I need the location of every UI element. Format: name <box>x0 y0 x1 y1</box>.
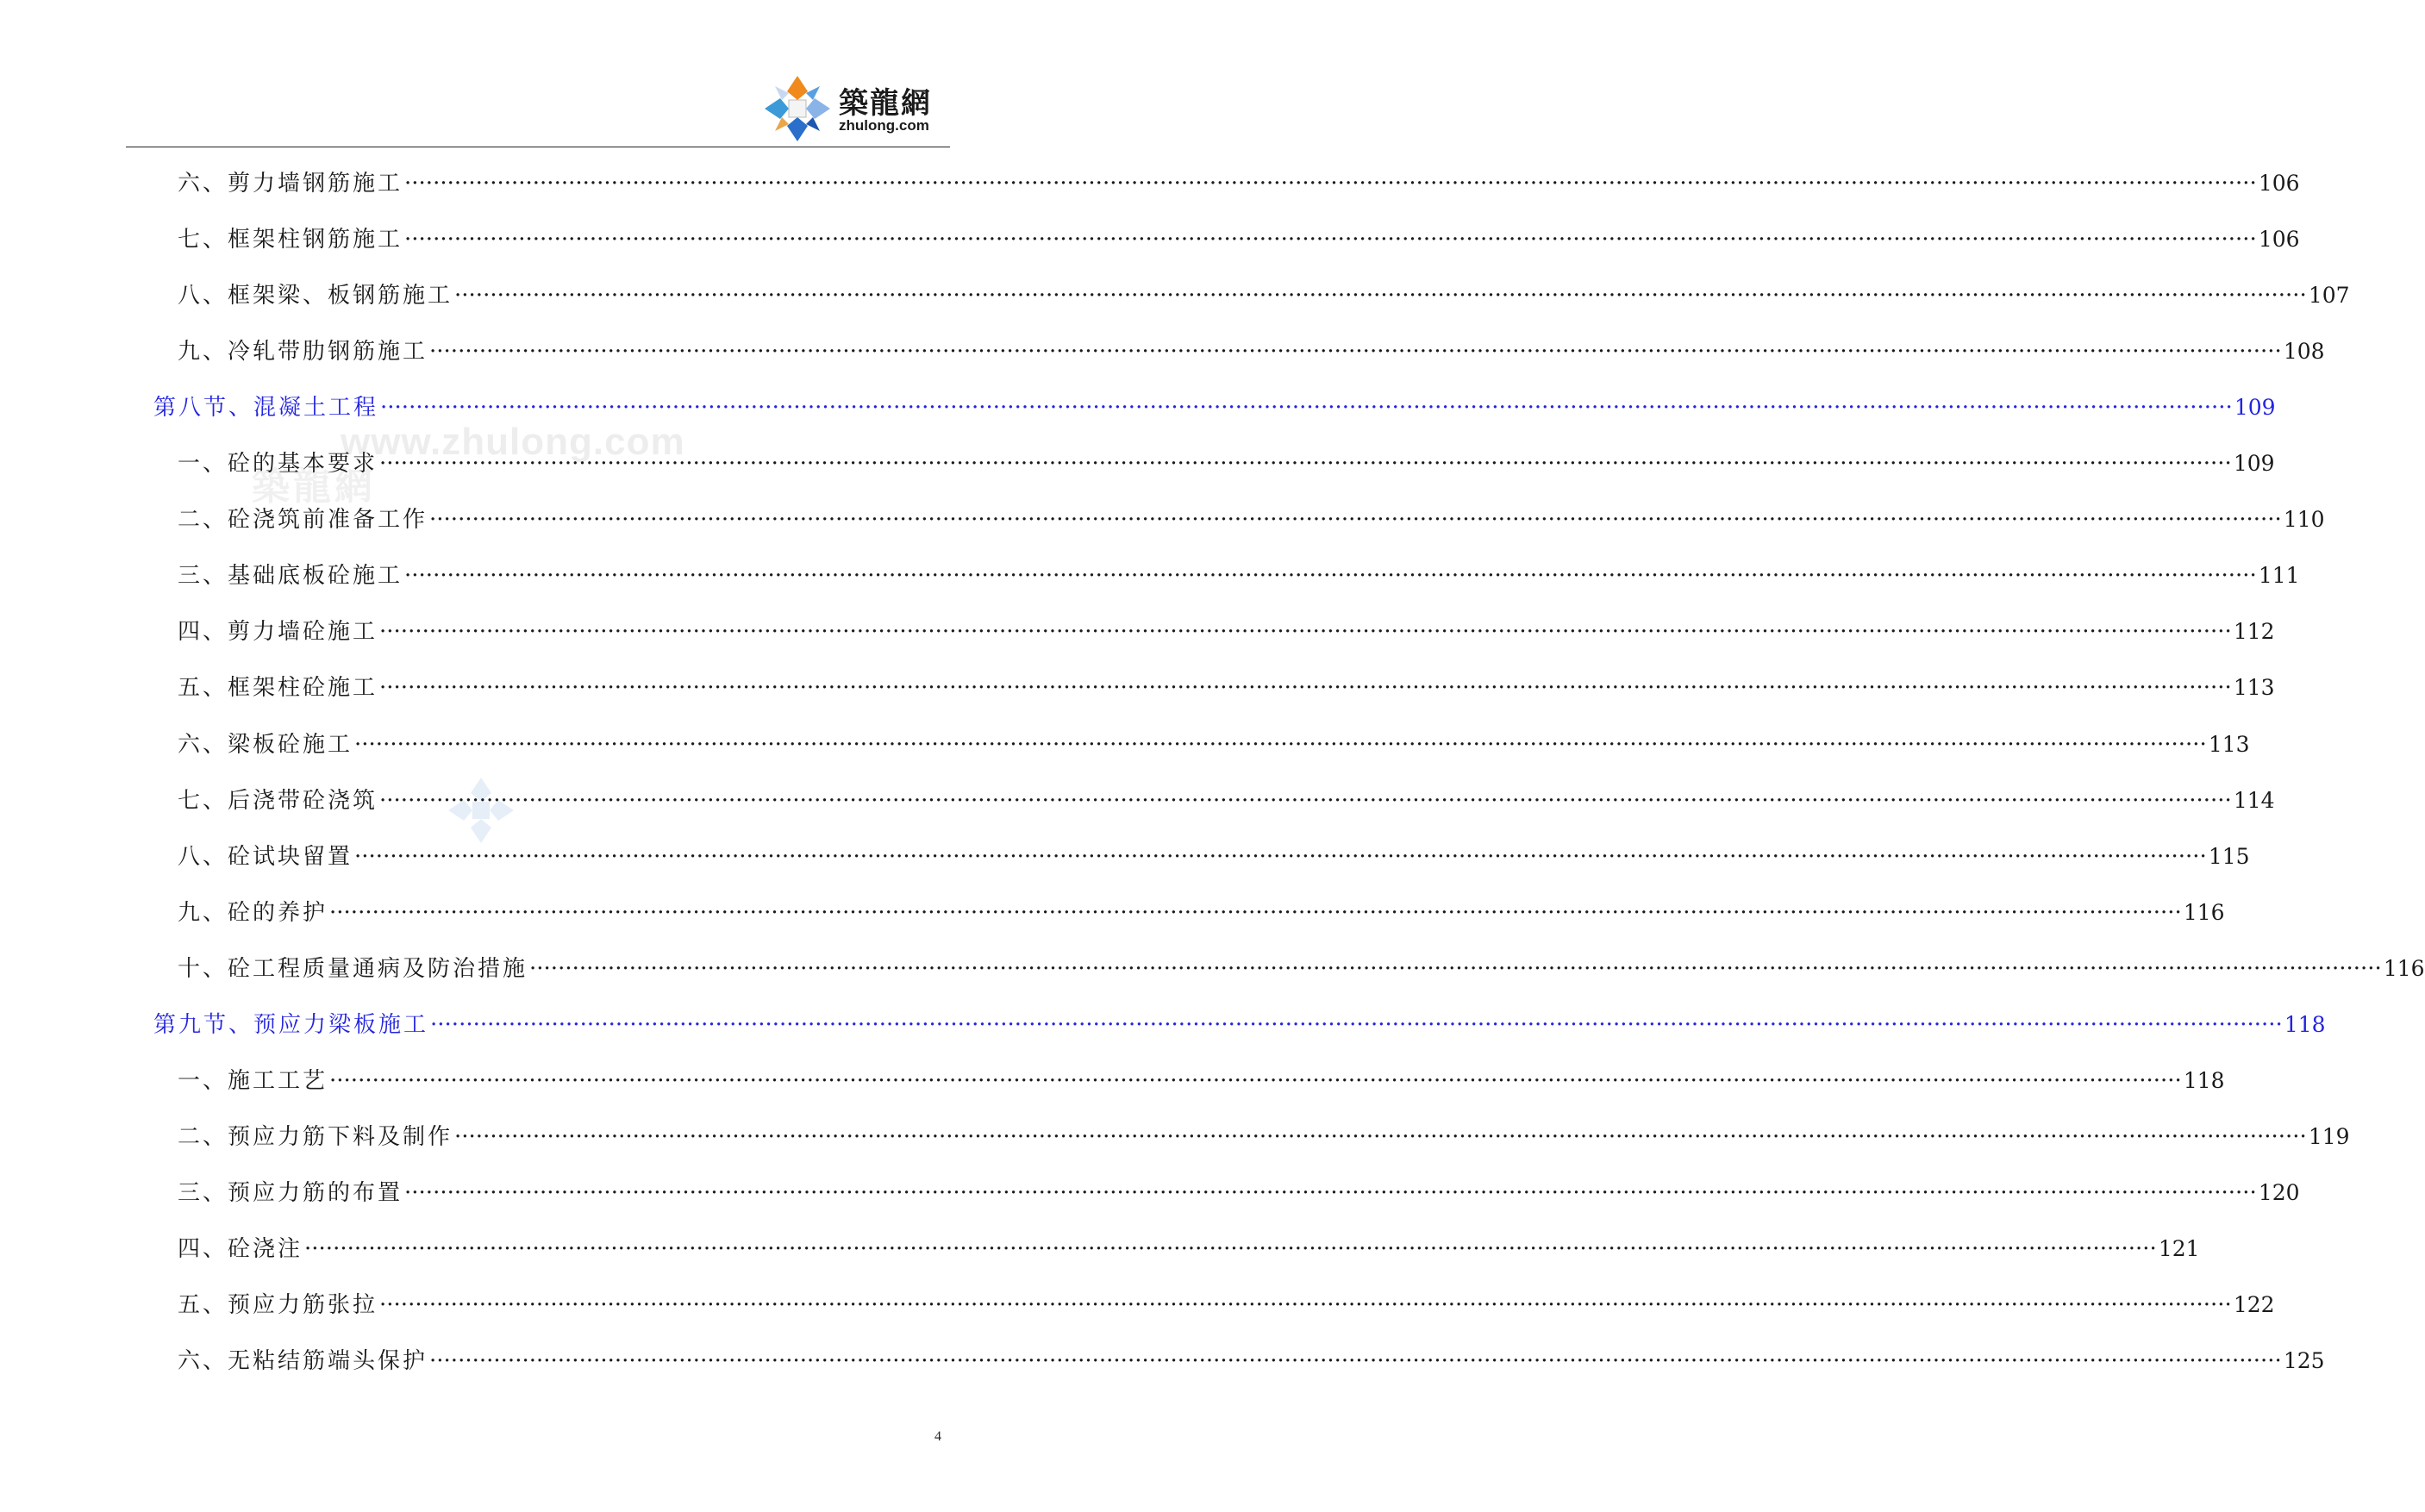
toc-leader-dots: ···································································································································································································································································· <box>380 395 2233 421</box>
toc-page-number: 106 <box>2258 227 2300 252</box>
toc-leader-dots: ···································································································································································································································································· <box>379 451 2232 477</box>
toc-page-number: 106 <box>2258 171 2300 196</box>
toc-leader-dots: ···································································································································································································································································· <box>379 1292 2232 1318</box>
watermark-url: www.zhulong.com <box>341 421 685 463</box>
toc-entry-row[interactable] <box>178 1231 2200 1265</box>
toc-entry-title: 九、砼的养护 <box>178 900 328 926</box>
zhulong-logo-icon <box>763 74 832 143</box>
toc-leader-dots: ···································································································································································································································································· <box>529 956 2382 982</box>
toc-page-number: 125 <box>2283 1348 2325 1373</box>
toc-entry-title: 五、框架柱砼施工 <box>178 675 378 701</box>
toc-page-number: 119 <box>2308 1124 2350 1149</box>
toc-entry-title: 二、砼浇筑前准备工作 <box>178 507 428 533</box>
toc-entry-title: 四、砼浇注 <box>178 1236 303 1262</box>
toc-page-number: 122 <box>2233 1292 2275 1317</box>
toc-page-number: 113 <box>2208 732 2250 757</box>
toc-entry-row[interactable] <box>178 334 2325 368</box>
toc-page-number: 113 <box>2233 675 2275 700</box>
toc-leader-dots: ···································································································································································································································································· <box>429 507 2282 533</box>
toc-page-number: 112 <box>2233 619 2275 644</box>
toc-leader-dots: ···································································································································································································································································· <box>404 171 2257 197</box>
toc-entry-row[interactable] <box>178 1063 2225 1097</box>
toc-page-number: 107 <box>2308 283 2350 308</box>
toc-entry-title: 第九节、预应力梁板施工 <box>153 1012 429 1038</box>
toc-entry-title: 一、砼的基本要求 <box>178 451 378 477</box>
toc-entry-row[interactable] <box>178 727 2250 761</box>
toc-leader-dots: ···································································································································································································································································· <box>404 227 2257 253</box>
toc-leader-dots: ···································································································································································································································································· <box>429 339 2282 365</box>
toc-page-number: 121 <box>2158 1236 2200 1261</box>
toc-section-row[interactable] <box>153 1007 2326 1041</box>
toc-entry-title: 八、框架梁、板钢筋施工 <box>178 283 453 309</box>
toc-page-number: 116 <box>2383 956 2425 981</box>
toc-leader-dots: ···································································································································································································································································· <box>354 732 2207 758</box>
toc-page-number: 115 <box>2208 844 2250 869</box>
page-number: 4 <box>934 1429 941 1444</box>
toc-entry-row[interactable] <box>178 278 2350 312</box>
toc-entry-row[interactable] <box>178 1119 2350 1153</box>
toc-leader-dots: ···································································································································································································································································· <box>379 788 2232 814</box>
toc-page-number: 114 <box>2233 788 2275 813</box>
toc-entry-title: 第八节、混凝土工程 <box>153 395 379 421</box>
toc-entry-row[interactable] <box>178 614 2275 648</box>
toc-entry-row[interactable] <box>178 670 2275 704</box>
toc-leader-dots: ···································································································································································································································································· <box>454 1124 2307 1150</box>
toc-page-number: 108 <box>2283 339 2325 364</box>
toc-page-number: 118 <box>2284 1012 2326 1037</box>
toc-entry-title: 五、预应力筋张拉 <box>178 1292 378 1318</box>
logo-chinese-text: 築龍網 <box>839 86 932 121</box>
toc-entry-row[interactable] <box>178 783 2275 817</box>
zhulong-logo <box>763 74 946 143</box>
toc-leader-dots: ···································································································································································································································································· <box>304 1236 2157 1262</box>
toc-page-number: 120 <box>2258 1180 2300 1205</box>
toc-entry-row[interactable] <box>178 1175 2300 1209</box>
toc-entry-row[interactable] <box>178 1343 2325 1378</box>
toc-entry-title: 六、剪力墙钢筋施工 <box>178 171 403 197</box>
toc-entry-title: 一、施工工艺 <box>178 1068 328 1094</box>
watermark-chinese: 築龍網 <box>252 465 376 509</box>
toc-entry-title: 七、后浇带砼浇筑 <box>178 788 378 814</box>
toc-page-number: 116 <box>2183 900 2225 925</box>
toc-entry-title: 十、砼工程质量通病及防治措施 <box>178 956 528 982</box>
toc-entry-row[interactable] <box>178 895 2225 929</box>
toc-section-row[interactable] <box>153 390 2276 424</box>
toc-leader-dots: ···································································································································································································································································· <box>429 1348 2282 1374</box>
toc-entry-row[interactable] <box>178 166 2300 200</box>
toc-leader-dots: ···································································································································································································································································· <box>329 1068 2182 1094</box>
toc-page-number: 111 <box>2258 563 2300 588</box>
toc-entry-title: 九、冷轧带肋钢筋施工 <box>178 339 428 365</box>
toc-leader-dots: ···································································································································································································································································· <box>404 563 2257 589</box>
toc-entry-title: 八、砼试块留置 <box>178 844 353 870</box>
toc-entry-row[interactable] <box>178 839 2250 873</box>
toc-entry-title: 六、无粘结筋端头保护 <box>178 1348 428 1374</box>
toc-leader-dots: ···································································································································································································································································· <box>329 900 2182 926</box>
toc-leader-dots: ···································································································································································································································································· <box>454 283 2307 309</box>
toc-leader-dots: ···································································································································································································································································· <box>430 1012 2283 1038</box>
toc-page-number: 110 <box>2283 507 2325 532</box>
toc-entry-row[interactable] <box>178 222 2300 256</box>
toc-entry-row[interactable] <box>178 558 2300 592</box>
toc-entry-title: 二、预应力筋下料及制作 <box>178 1124 453 1150</box>
toc-entry-title: 四、剪力墙砼施工 <box>178 619 378 645</box>
toc-entry-row[interactable] <box>178 502 2325 536</box>
toc-leader-dots: ···································································································································································································································································· <box>379 619 2232 645</box>
toc-entry-title: 三、基础底板砼施工 <box>178 563 403 589</box>
toc-entry-title: 七、框架柱钢筋施工 <box>178 227 403 253</box>
logo-english-text: zhulong.com <box>839 117 929 134</box>
toc-entry-row[interactable] <box>178 951 2425 985</box>
toc-page-number: 118 <box>2183 1068 2225 1093</box>
toc-entry-title: 三、预应力筋的布置 <box>178 1180 403 1206</box>
toc-leader-dots: ···································································································································································································································································· <box>404 1180 2257 1206</box>
toc-leader-dots: ···································································································································································································································································· <box>354 844 2207 870</box>
toc-leader-dots: ···································································································································································································································································· <box>379 675 2232 701</box>
toc-entry-row[interactable] <box>178 446 2275 480</box>
toc-page-number: 109 <box>2234 395 2276 420</box>
toc-page-number: 109 <box>2233 451 2275 476</box>
toc-entry-title: 六、梁板砼施工 <box>178 732 353 758</box>
toc-entry-row[interactable] <box>178 1287 2275 1321</box>
